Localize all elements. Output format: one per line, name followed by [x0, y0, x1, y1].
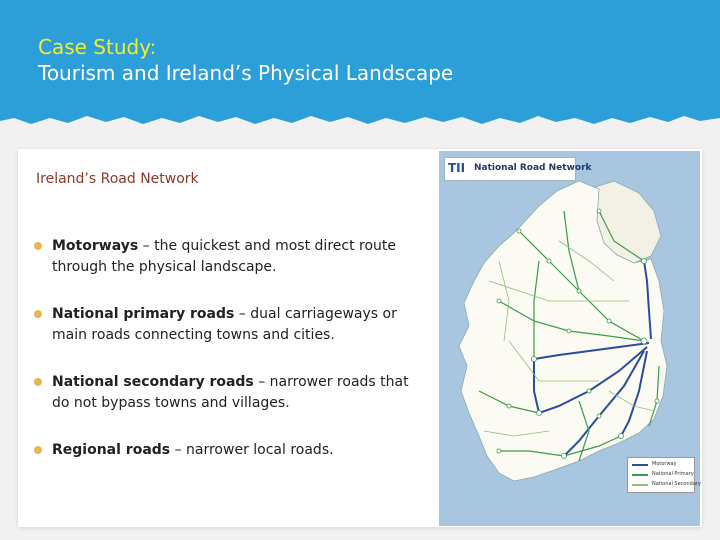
- legend-swatch: [632, 484, 648, 486]
- bullet-term: Regional roads: [52, 442, 171, 458]
- legend-row-secondary: [632, 481, 701, 489]
- road-network-map: [439, 151, 700, 526]
- bullet-dot-icon: [34, 310, 42, 318]
- map-title-box: [444, 157, 592, 181]
- legend-row-motorway: [632, 461, 692, 469]
- legend-label: Motorway: [652, 461, 677, 467]
- slide-title: [38, 34, 453, 86]
- tii-logo: TII: [448, 161, 466, 175]
- bullet-dot-icon: [34, 242, 42, 250]
- bullet-desc: – narrower local roads.: [170, 442, 334, 458]
- legend-label: National Primary: [652, 471, 694, 477]
- bullet-desc: – narrower roads that do not bypass towns and villages.: [52, 374, 409, 411]
- list-item: [33, 236, 413, 278]
- bullet-dot-icon: [34, 446, 42, 454]
- bullet-list: [33, 236, 413, 487]
- map-legend: [627, 457, 701, 493]
- bullet-term: National secondary roads: [52, 374, 254, 390]
- section-subtitle: Ireland’s Road Network: [36, 171, 199, 187]
- bullet-desc: – the quickest and most direct route through the physical landscape.: [52, 238, 397, 275]
- list-item: [33, 440, 413, 461]
- bullet-term: Motorways: [52, 238, 139, 254]
- bullet-dot-icon: [34, 378, 42, 386]
- bullet-desc: – dual carriageways or main roads connecting towns and cities.: [52, 306, 397, 343]
- list-item: [33, 372, 413, 414]
- list-item: [33, 304, 413, 346]
- header-banner: [0, 0, 720, 130]
- bullet-term: National primary roads: [52, 306, 235, 322]
- legend-swatch: [632, 464, 648, 466]
- legend-row-primary: [632, 471, 692, 479]
- title-line-2: Tourism and Ireland’s Physical Landscape: [38, 61, 454, 85]
- map-title: National Road Network: [474, 163, 592, 173]
- legend-swatch: [632, 474, 648, 476]
- legend-label: National Secondary: [652, 481, 701, 487]
- title-line-1: Case Study:: [38, 35, 157, 59]
